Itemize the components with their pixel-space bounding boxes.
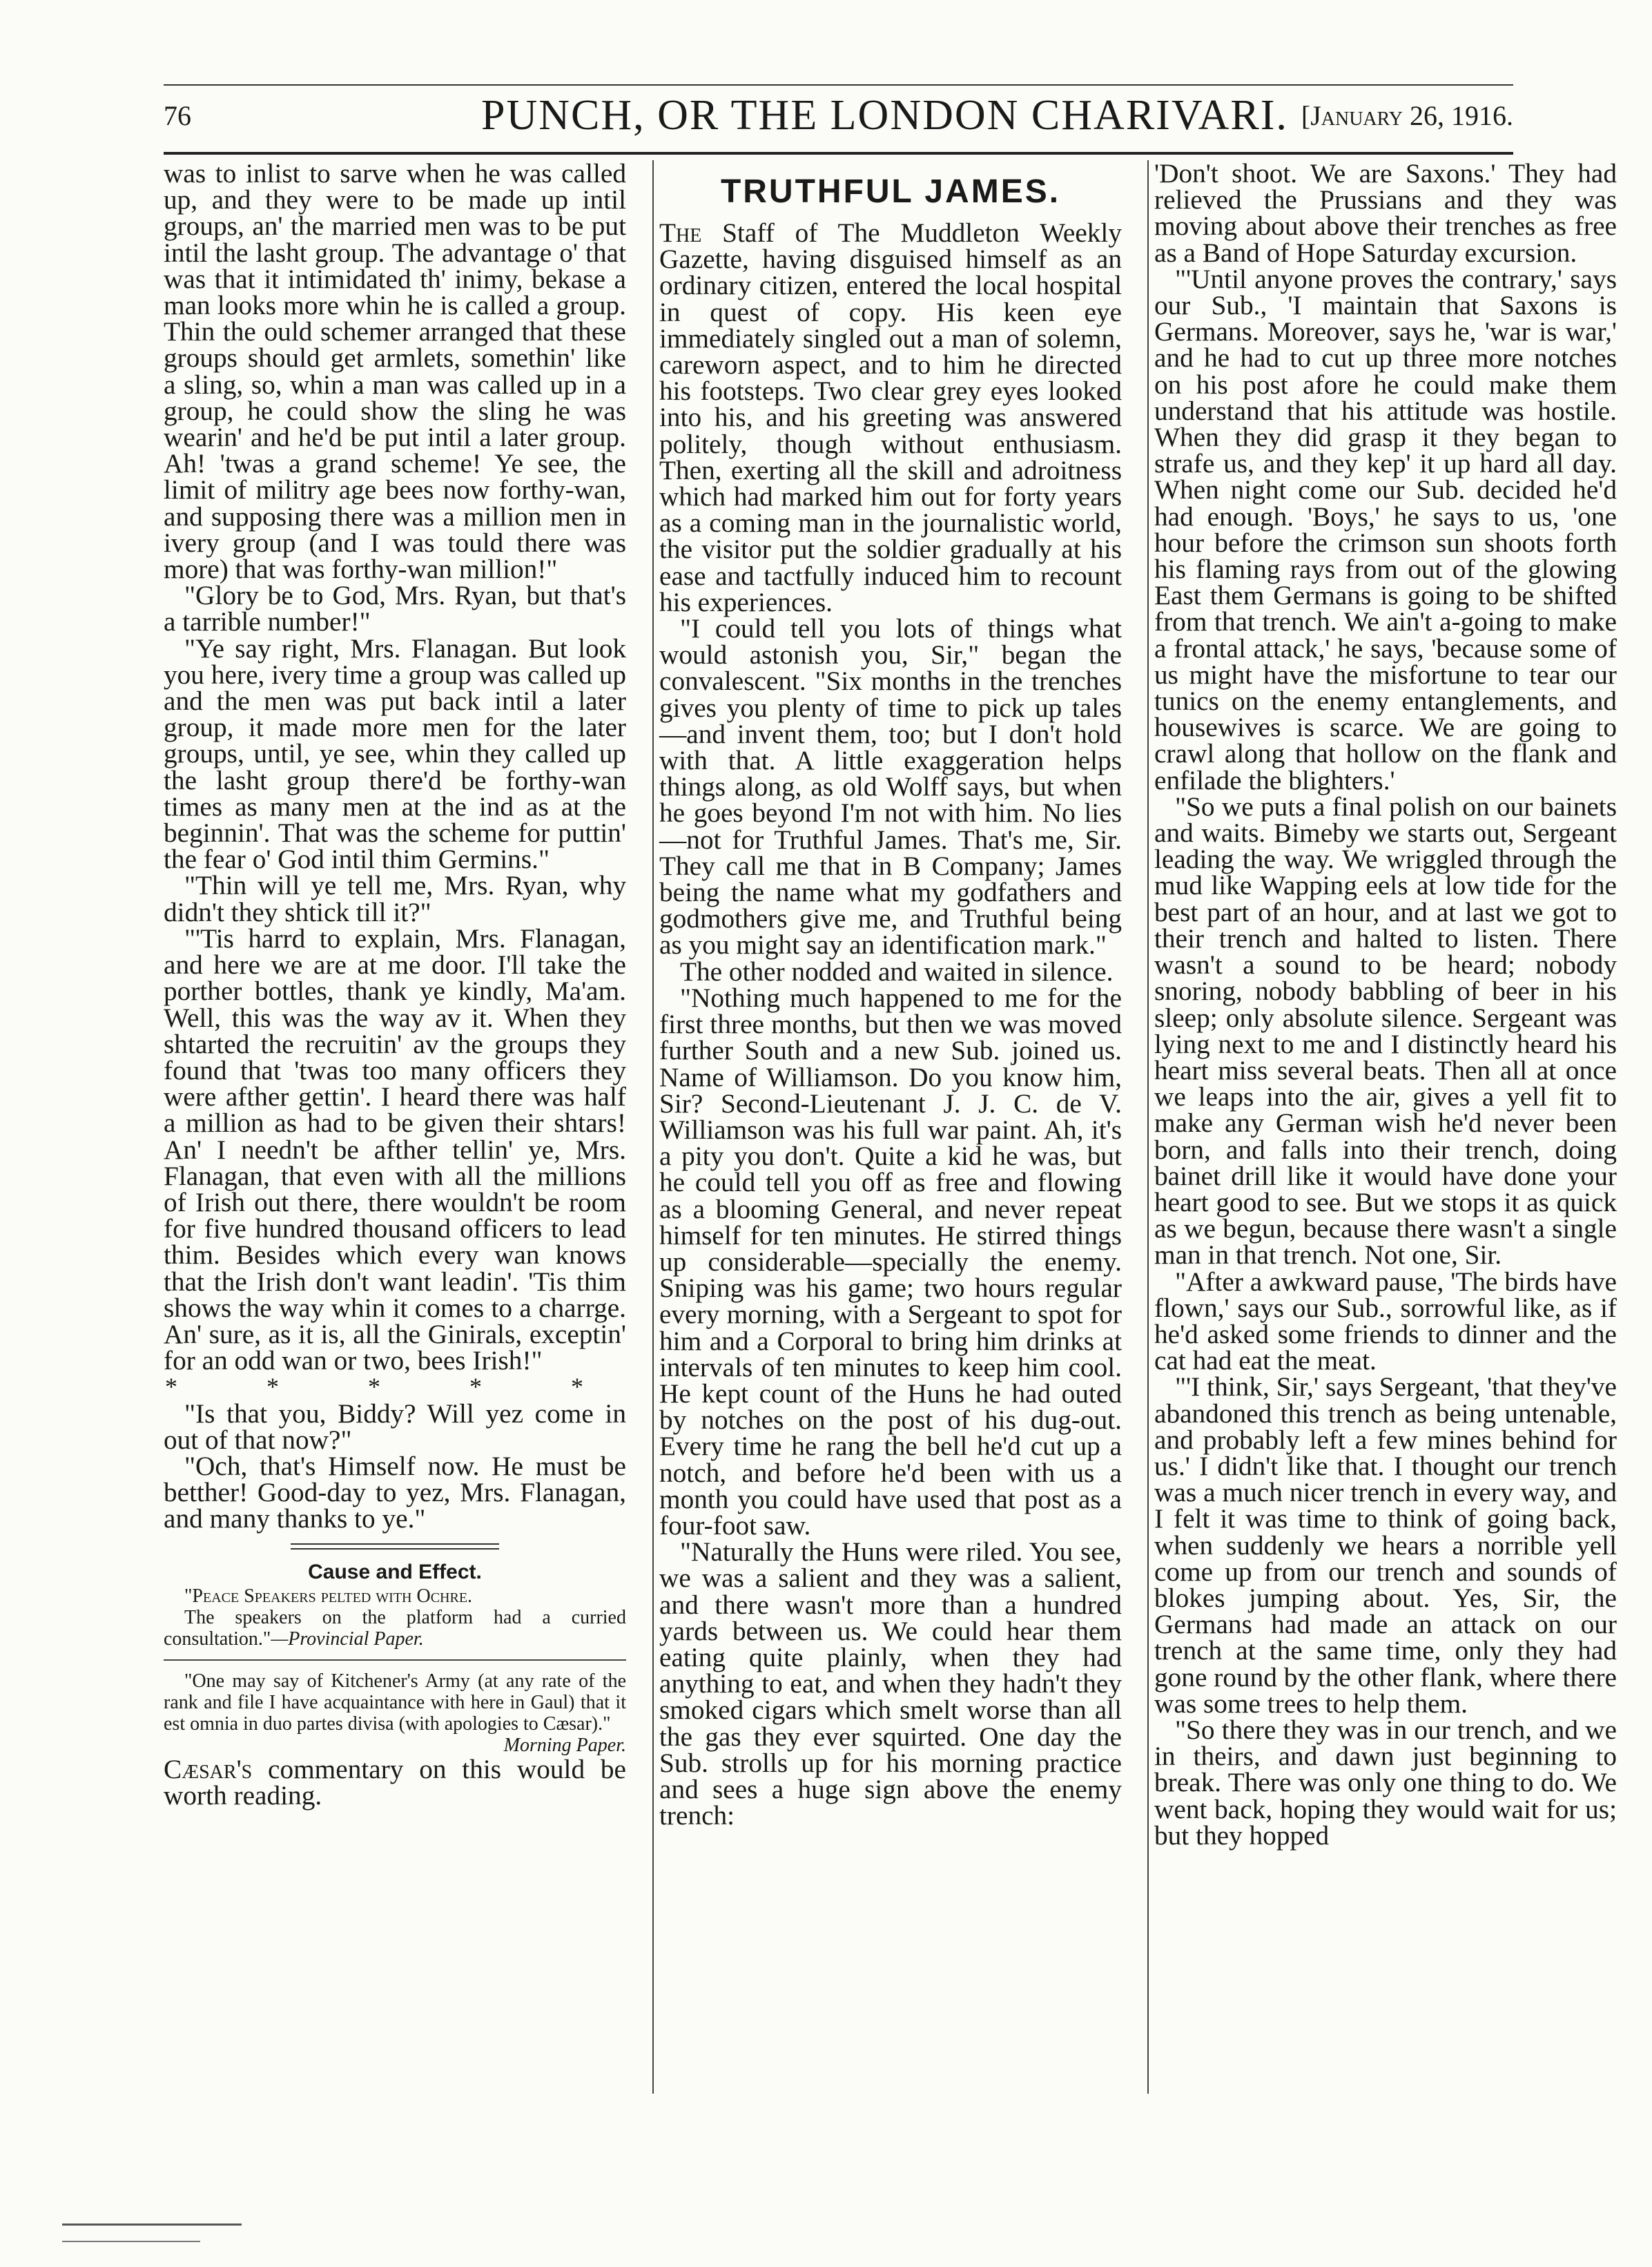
lead-text: Staff of The Muddleton Weekly Gazette, having disguised himself as an ordinary citizen, entered the local hospital in quest of copy. His keen eye immediately singled out a man of solemn, careworn aspect, and to him he directed his footsteps. Two clear grey eyes looked into his, and his greeting was answered politely, though without enthusiasm. Then, exerting all the skill and adroitness which had marked him out for forty years as a coming man in the journalistic world, the visitor put the soldier gradually at his ease and tactfully induced him to recount his experiences.	[659, 218, 1122, 617]
lead-word: The	[659, 218, 702, 248]
paragraph: "Thin will ye tell me, Mrs. Ryan, why didn't they shtick till it?"	[164, 870, 626, 927]
divider	[164, 1659, 626, 1661]
cause-and-effect-heading: Cause and Effect.	[308, 1560, 482, 1583]
cause-quote-text: The speakers on the platform had a curried consultation."	[164, 1606, 626, 1650]
paragraph: "So we puts a final polish on our bainets and waits. Bimeby we starts out, Sergeant leading the way. We wriggled through the mud like Wapping eels at low tide for the best part of an hour, and at last we got to their trench and halted to listen. There wasn't a sound to be heard; nobody snoring, nobody babbling of beer in his sleep; only absolute silence. Sergeant was lying next to me and I distinctly heard his heart miss several beats. Then all at once we leaps into the air, gives a yell fit to make any German wish he'd never been born, and falls into their trench, doing bainet drill like it would have done your heart good to see. But we stops it as quick as we begun, because there wasn't a single man in that trench. Not one, Sir.	[1154, 791, 1617, 1271]
column-rule-2	[1147, 160, 1149, 2094]
paragraph: "'I think, Sir,' says Sergeant, 'that they've abandoned this trench as being untenable, and probably left a few mines behind for us.' I didn't like that. I thought our trench was a much nicer trench in every way, and I felt it was time to think of going back, when suddenly we hears a norrible yell come up from our trench and sounds of blokes jumping about. Yes, Sir, the Germans had made an attack on our trench at the same time, only they had gone round by the other flank, where there was some trees to help them.	[1154, 1371, 1617, 1719]
caesar-word: Cæsar's	[164, 1753, 253, 1784]
paragraph: 'Don't shoot. We are Saxons.' They had relieved the Prussians and they was moving about above their trenches as free as a Band of Hope Saturday excursion.	[1154, 158, 1617, 268]
caesar-comment	[164, 1753, 626, 1811]
caesar-comment-text: commentary on this would be worth reading.	[164, 1753, 626, 1811]
kitchener-quote: "One may say of Kitchener's Army (at any rate of the rank and file I have acquaintance with here in Gaul) that it est omnia in duo partes divisa (with apologies to Cæsar)."	[164, 1670, 626, 1735]
paragraph: "Is that you, Biddy? Will yez come in out of that now?"	[164, 1398, 626, 1455]
paragraph: "Nothing much happened to me for the first three months, but then we was moved further South and a new Sub. joined us. Name of Williamson. Do you know him, Sir? Second-Lieutenant J. J. C. de V. Williamson was his full war paint. Ah, it's a pity you don't. Quite a kid he was, but he could tell you off as free and flowing as a blooming General, and never repeat himself for ten minutes. He stirred things up considerable—specially the enemy. Sniping was his game; two hours regular every morning, with a Sergeant to spot for him and a Corporal to bring him drinks at intervals of ten minutes to keep him cool. He kept count of the Huns he had outed by notches on the post of his dug-out. Every time he rang the bell he'd cut up a notch, and before he'd been with us a month you could have used that post as a four-foot saw.	[659, 982, 1122, 1541]
paragraph: "Och, that's Himself now. He must be betther! Good-day to yez, Mrs. Flanagan, and many thanks to ye."	[164, 1450, 626, 1534]
paragraph: "So there they was in our trench, and we in theirs, and dawn just beginning to break. There was only one thing to do. We went back, hoping they would wait for us; but they hopped	[1154, 1714, 1617, 1851]
section-break-stars: * * * * *	[165, 1373, 625, 1401]
masthead-title: PUNCH, OR THE LONDON CHARIVARI.	[481, 92, 1288, 139]
page-number: 76	[164, 100, 191, 131]
issue-date: [January 26, 1916.	[1301, 100, 1513, 131]
cause-quote-headline: "Peace Speakers pelted with Ochre.	[184, 1585, 473, 1607]
page-header	[164, 90, 1513, 155]
paragraph: "Glory be to God, Mrs. Ryan, but that's a tarrible number!"	[164, 580, 626, 637]
cause-quote-body	[164, 1607, 626, 1650]
paragraph: "Ye say right, Mrs. Flanagan. But look you here, ivery time a group was called up and the men was put back intil a later group, it made more men for the later groups, until, ye see, whin they called up the lasht group there'd be forthy-wan times as many men at the ind as at the beginnin'. That was the scheme for puttin' the fear o' God intil thim Germins."	[164, 633, 626, 875]
paragraph: "Naturally the Huns were riled. You see, we was a salient and they was a salient, and there wasn't more than a hundred yards between us. We could hear them eating quite plainly, when they had anything to eat, and when they hadn't they smoked cigars which smelt worse than all the gas they ever squirted. One day the Sub. strolls up for his morning practice and sees a huge sign above the enemy trench:	[659, 1536, 1122, 1831]
header-top-rule	[164, 84, 1513, 86]
cause-quote-source: —Provincial Paper.	[271, 1628, 424, 1650]
kitchener-source: Morning Paper.	[503, 1734, 626, 1756]
paragraph: "'Until anyone proves the contrary,' says our Sub., 'I maintain that Saxons is Germans. Moreover, says he, 'war is war,' and he had to cut up three more notches on his post afore he could make them understand that his attitude was hostile. When they did grasp it they began to strafe us, and they kep' it up hard all day. When night come our Sub. decided he'd had enough. 'Boys,' he says to us, 'one hour before the crimson sun shoots forth his flaming rays from out of the glowing East them Germans is going to be shifted from that trench. We ain't a-going to make a frontal attack,' he says, 'because some of us might have the misfortune to tear our tunics on the enemy entanglements, and housewives is scarce. We are going to crawl along that hollow on the flank and enfilade the blighters.'	[1154, 263, 1617, 795]
scan-edge-mark	[62, 2223, 242, 2226]
column-rule-1	[652, 160, 654, 2094]
paragraph: was to inlist to sarve when he was called up, and they were to be made up intil groups, an' the married men was to be put intil the lasht group. The advantage o' that was that it intimidated th' inimy, bekase a man looks more whin he is called a group. Thin the ould schemer arranged that these groups should get armlets, somethin' like a sling, so, whin a man was called up in a group, he could show the sling he was wearin' and he'd be put intil a later group. Ah! 'twas a grand scheme! Ye see, the limit of militry age bees now forthy-wan, and supposing there was a million men in ivery group (and I was tould there was more) that was forthy-wan million!"	[164, 158, 626, 585]
paragraph: "After a awkward pause, 'The birds have flown,' says our Sub., sorrowful like, as if he'd asked some friends to dinner and the cat had eat the meat.	[1154, 1266, 1617, 1376]
paragraph: "I could tell you lots of things what would astonish you, Sir," began the convalescent. "Six months in the trenches gives you plenty of time to pick up tales—and invent them, too; but I don't hold with that. A little exaggeration helps things along, as old Wolff says, but when he goes beyond I'm not with him. No lies—not for Truthful James. That's me, Sir. They call me that in B Company; James being the name what my godfathers and godmothers give me, and Truthful being as you might say an identification mark."	[659, 613, 1122, 961]
scan-edge-mark	[62, 2241, 200, 2242]
paragraph: "'Tis harrd to explain, Mrs. Flanagan, and here we are at me door. I'll take the porther bottles, thank ye kindly, Ma'am. Well, this was the way av it. When they shtarted the recruitin' av the groups they found that 'twas too many officers they were afther gettin'. I heard there was half a million as had to be given their shtars! An' I needn't be afther tellin' ye, Mrs. Flanagan, that even with all the millions of Irish out there, there wouldn't be room for five hundred thousand officers to lead thim. Besides which every wan knows that the Irish don't want leadin'. 'Tis thim shows the way whin it comes to a charrge. An' sure, as it is, all the Ginirals, exceptin' for an odd wan or two, bees Irish!"	[164, 923, 626, 1376]
column-1	[164, 158, 626, 1811]
article-title: TRUTHFUL JAMES.	[720, 173, 1061, 210]
cause-quote	[164, 1585, 626, 1607]
column-3	[1154, 160, 1617, 1849]
paragraph: The other nodded and waited in silence.	[680, 956, 1114, 987]
double-rule	[291, 1543, 499, 1550]
lead-paragraph	[659, 220, 1122, 615]
column-2	[659, 160, 1122, 1829]
